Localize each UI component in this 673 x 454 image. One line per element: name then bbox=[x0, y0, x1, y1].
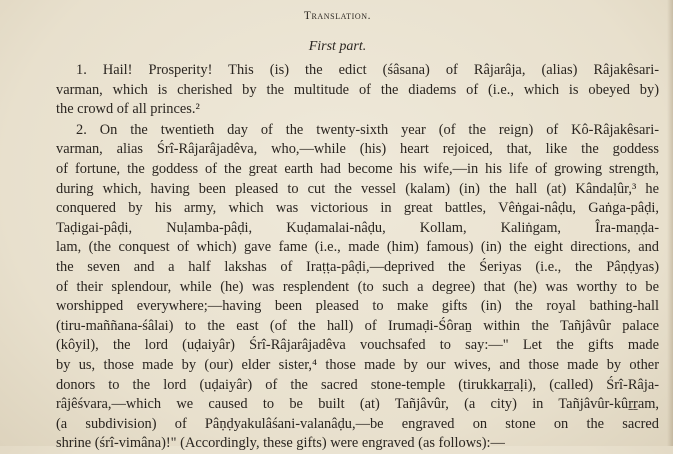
text-line: lam, (the conquest of which) gave fame (i.e., made (him) famous) (in) the eight directions, and bbox=[56, 239, 659, 256]
text-line: Taḍigai-pâḍi, Nuḷamba-pâḍi, Kuḍamalai-nâḍu, Kollam, Kaliṅgam, Îra-maṇḍa- bbox=[56, 219, 659, 236]
page-edge-shadow bbox=[667, 0, 673, 446]
text-line: (kôyil), the lord (uḍaiyâr) Śrî-Râjarâjadêva vouchsafed to say:—" Let the gifts made bbox=[56, 337, 659, 354]
text-line: of their splendour, while (he) was resplendent (to such a degree) that (he) was worthy to be bbox=[56, 278, 659, 295]
text-line: varman, which is cherished by the multitude of the diadems of (i.e., which is obeyed by) bbox=[56, 81, 659, 98]
text-line: varman, alias Śrî-Râjarâjadêva, who,—while (his) heart rejoiced, that, like the goddess bbox=[56, 141, 659, 158]
paragraph-1 bbox=[56, 61, 659, 120]
text-line: worshipped everywhere;—having been pleased to make gifts (in) the royal bathing-hall bbox=[56, 298, 659, 315]
text-line: 2. On the twentieth day of the twenty-sixth year (of the reign) of Kô-Râjakêsari- bbox=[76, 121, 659, 138]
text-line: donors to the lord (uḍaiyâr) of the sacred stone-temple (tirukkaṟṟaḷi), (called) Śrî-Râja- bbox=[56, 376, 659, 393]
text-line: during which, having been pleased to cut the vessel (kalam) (in) the hall (at) Kândaḷûr,³ he bbox=[56, 180, 659, 197]
running-header: Translation. bbox=[303, 10, 372, 22]
text-line: râjêśvara,—which we caused to be built (at) Tañjâvûr, (a city) in Tañjâvûr-kûṟṟam, bbox=[56, 396, 659, 413]
section-title: First part. bbox=[308, 39, 367, 54]
text-line: the seven and a half lakshas of Iraṭṭa-pâḍi,—deprived the Śeriyas (i.e., the Pâṇḍyas) bbox=[56, 258, 659, 275]
text-line: of fortune, the goddess of the great earth had become his wife,—in his life of growing strength, bbox=[56, 160, 659, 177]
text-line: (a subdivision) of Pâṇḍyakulâśani-valanâḍu,—be engraved on stone on the sacred bbox=[56, 415, 659, 432]
text-line: conquered by his army, which was victorious in great battles, Vêṅgai-nâḍu, Gaṅga-pâḍi, bbox=[56, 200, 659, 217]
text-line: (tiru-maññana-śâlai) to the east (of the hall) of Irumaḍi-Śôraṉ within the Tañjâvûr palace bbox=[56, 317, 659, 334]
text-line: the crowd of all princes.² bbox=[56, 101, 200, 118]
text-line: by us, those made by (our) elder sister,⁴ those made by our wives, and those made by other bbox=[56, 356, 659, 373]
text-line: shrine (śrî-vimâna)!" (Accordingly, these gifts) were engraved (as follows):— bbox=[56, 435, 505, 452]
paragraph-2 bbox=[56, 121, 659, 454]
text-line: 1. Hail! Prosperity! This (is) the edict (śâsana) of Râjarâja, (alias) Râjakêsari- bbox=[76, 62, 659, 78]
